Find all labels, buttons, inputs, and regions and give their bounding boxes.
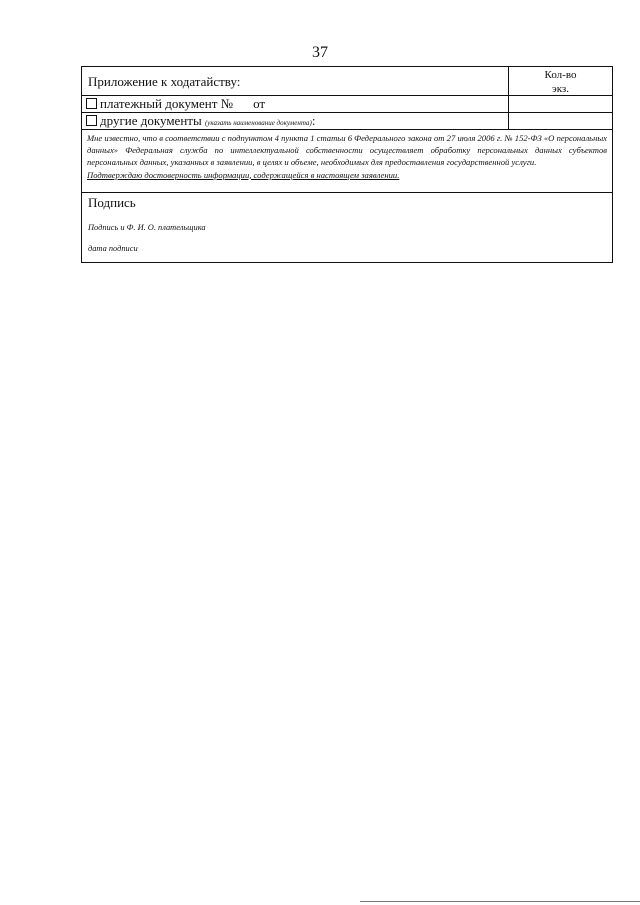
other-docs-label: другие документы bbox=[100, 113, 202, 128]
page-number: 37 bbox=[312, 44, 328, 61]
consent-text: Мне известно, что в соответствии с подпунктом 4 пункта 1 статьи 6 Федерального закона от 27 июля 2006 г. № 152-ФЗ «О персональных данных» Федеральная служба по интеллектуальной собственности осуществляет обработку персональных данных субъектов персональных данных, указанных в заявлении, в целях и объеме, необходимых для предоставления государственной услуги. bbox=[87, 133, 607, 168]
payment-doc-quantity[interactable] bbox=[508, 96, 612, 112]
attachment-form bbox=[81, 66, 613, 263]
payment-doc-from: от bbox=[253, 96, 266, 111]
consent-row bbox=[82, 130, 612, 193]
payment-doc-label: платежный документ № bbox=[100, 96, 234, 111]
header-row bbox=[82, 67, 612, 96]
scan-edge-line bbox=[360, 901, 640, 902]
signature-title: Подпись bbox=[88, 195, 136, 210]
other-docs-quantity[interactable] bbox=[508, 113, 612, 129]
other-docs-checkbox[interactable] bbox=[86, 115, 97, 126]
attachment-title: Приложение к ходатайству: bbox=[88, 74, 241, 89]
payment-doc-checkbox[interactable] bbox=[86, 98, 97, 109]
quantity-label: Кол-во bbox=[544, 69, 577, 81]
signature-date-line[interactable]: дата подписи bbox=[88, 244, 138, 253]
other-docs-hint: (указать наименование документа) bbox=[204, 119, 312, 127]
consent-block bbox=[82, 130, 612, 192]
quantity-unit: экз. bbox=[551, 83, 569, 95]
other-docs-row bbox=[82, 113, 612, 130]
signature-block bbox=[82, 193, 212, 262]
payment-doc-row bbox=[82, 96, 612, 113]
other-docs-colon: : bbox=[311, 113, 316, 128]
signature-row bbox=[82, 193, 612, 262]
signature-name-line[interactable]: Подпись и Ф. И. О. плательщика bbox=[88, 223, 206, 232]
confirmation-text: Подтверждаю достоверность информации, содержащейся в настоящем заявлении. bbox=[87, 169, 400, 180]
quantity-header bbox=[508, 67, 612, 95]
